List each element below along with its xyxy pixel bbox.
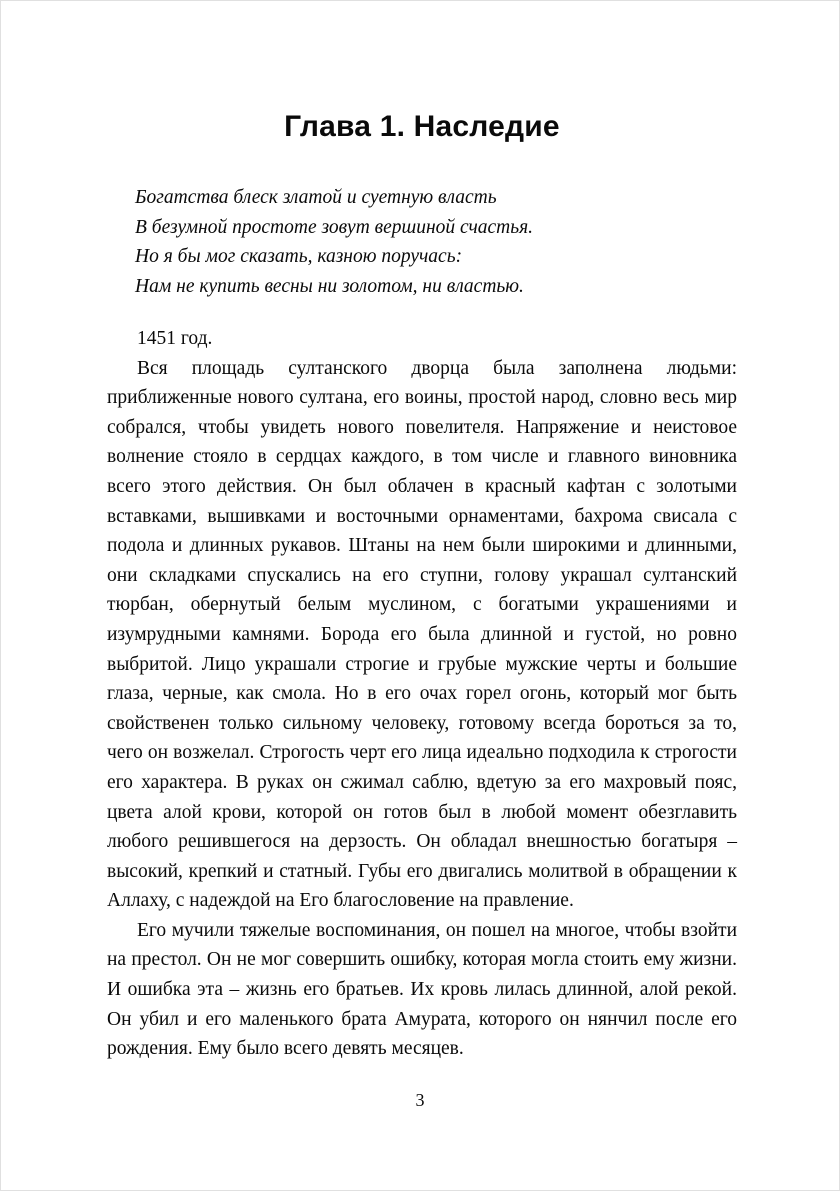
epigraph bbox=[135, 183, 737, 301]
epigraph-line: Нам не купить весны ни золотом, ни властью. bbox=[135, 275, 524, 297]
chapter-title: Глава 1. Наследие bbox=[284, 110, 560, 143]
body-paragraph: Его мучили тяжелые воспоминания, он пошел на многое, чтобы взойти на престол. Он не мог совершить ошибку, которая могла стоить ему жизни. И ошибка эта – жизнь его братьев. Их кровь лилась длинной, алой рекой. Он убил и его маленького брата Амурата, которого он нянчил после его рождения. Ему было всего девять месяцев. bbox=[107, 919, 737, 1060]
body-paragraph: Вся площадь султанского дворца была заполнена людьми: приближенные нового султана, его воины, простой народ, словно весь мир собрался, чтобы увидеть нового повелителя. Напряжение и неистовое волнение стояло в сердцах каждого, в том числе и главного виновника всего этого действия. Он был облачен в красный кафтан с золотыми вставками, вышивками и восточными орнаментами, бахрома свисала с подола и длинных рукавов. Штаны на нем были широкими и длинными, они складками спускались на его ступни, голову украшал султанский тюрбан, обернутый белым муслином, с богатыми украшениями и изумрудными камнями. Борода его была длинной и густой, но ровно выбритой. Лицо украшали строгие и грубые мужские черты и большие глаза, черные, как смола. Но в его очах горел огонь, который мог быть свойственен только сильному человеку, готовому всегда бороться за то, чего он возжелал. Строгость черт его лица идеально подходила к строгости его характера. В руках он сжимал саблю, вдетую за его махровый пояс, цвета алой крови, которой он готов был в любой момент обезглавить любого решившегося на дерзость. Он обладал внешностью богатыря – высокий, крепкий и статный. Губы его двигались молитвой в обращении к Аллаху, с надеждой на Его благословение на правление. bbox=[107, 357, 737, 912]
page-number: 3 bbox=[415, 1090, 425, 1110]
page-content bbox=[107, 109, 737, 1064]
body-text bbox=[107, 324, 737, 1064]
epigraph-line: Богатства блеск златой и суетную власть bbox=[135, 187, 497, 208]
epigraph-line: Но я бы мог сказать, казною поручась: bbox=[135, 246, 463, 267]
paragraph-year: 1451 год. bbox=[137, 328, 213, 349]
epigraph-line: В безумной простоте зовут вершиной счастья. bbox=[135, 216, 534, 238]
